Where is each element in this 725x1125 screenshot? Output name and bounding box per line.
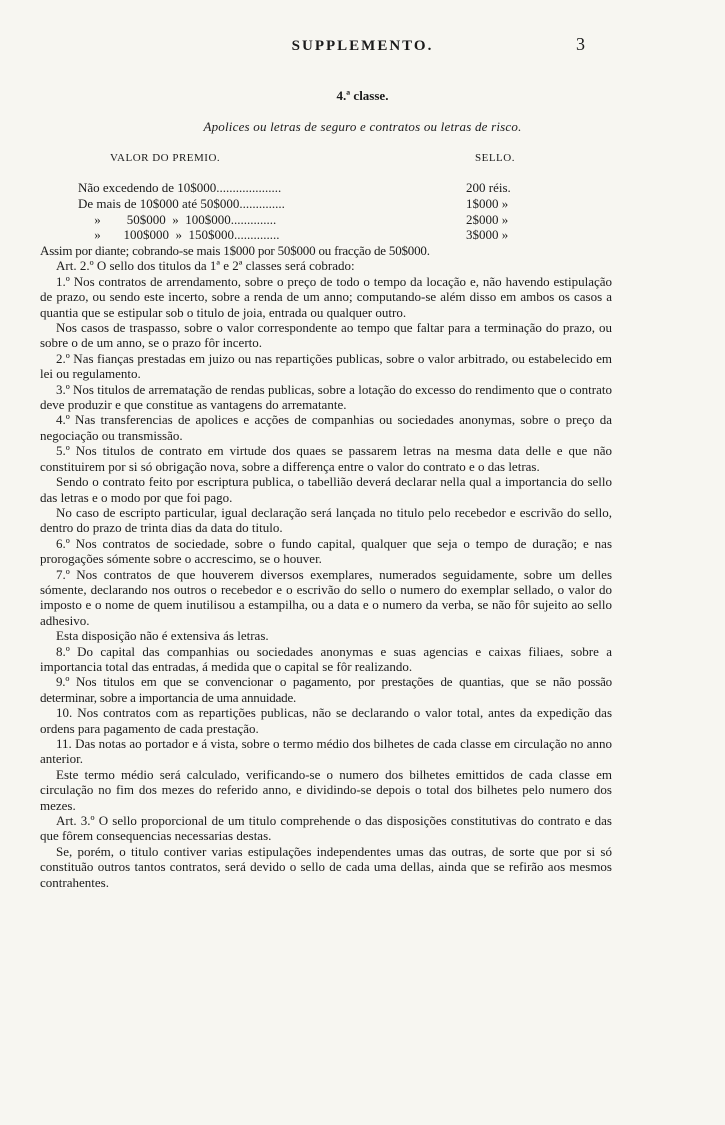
paragraph: 6.º Nos contratos de sociedade, sobre o fundo capital, qualquer que seja o tempo de duração; e nas prorogações sómente sobre o accrescimo, se o houver. [40, 535, 612, 567]
paragraph: Nos casos de traspasso, sobre o valor correspondente ao tempo que faltar para a terminação do prazo, ou sobre o de um anno, se o prazo fôr incerto. [40, 320, 612, 351]
table-row [78, 212, 618, 228]
page-number: 3 [576, 34, 585, 54]
table-row [78, 196, 618, 212]
premium-value-column-header: VALOR DO PREMIO. [110, 152, 221, 164]
paragraph: Sendo o contrato feito por escriptura publica, o tabellião deverá declarar nella qual a importancia do sello das letras e o modo por que foi pago. [40, 474, 612, 505]
running-header: SUPPLEMENTO. [291, 38, 434, 54]
table-row [78, 180, 618, 196]
paragraph: No caso de escripto particular, igual declaração será lançada no titulo pelo recebedor e escrivão do sello, dentro do prazo de trinta dias da data do titulo. [40, 504, 612, 536]
body-text [40, 243, 612, 890]
paragraph: 9.º Nos titulos em que se convencionar o pagamento, por prestações de quantias, que se não possão determinar, sobre a importancia de uma annuidade. [40, 674, 612, 705]
paragraph: Assim por diante; cobrando-se mais 1$000 por 50$000 ou fracção de 50$000. [40, 243, 430, 258]
class-heading: 4.ª classe. [336, 88, 389, 103]
paragraph: Esta disposição não é extensiva ás letras. [56, 628, 269, 644]
premium-range: De mais de 10$000 até 50$000.............. [78, 195, 285, 211]
premium-range: » 50$000 » 100$000.............. [78, 211, 277, 227]
section-title: Apolices ou letras de seguro e contratos ou letras de risco. [203, 119, 522, 134]
paragraph: 11. Das notas ao portador e á vista, sobre o termo médio dos bilhetes de cada classe em circulação no anno anterior. [40, 736, 612, 767]
table-row [78, 227, 618, 243]
paragraph: Este termo médio será calculado, verificando-se o numero dos bilhetes emittidos de cada classe em circulação no fim dos mezes do referido anno, e dividindo-se depois o total dos bilhetes pelo numero dos mezes. [40, 766, 612, 813]
premium-range: » 100$000 » 150$000.............. [78, 227, 280, 243]
paragraph: Art. 2.º O sello dos titulos da 1ª e 2ª classes será cobrado: [56, 258, 355, 274]
rate-table-header [110, 152, 530, 164]
paragraph: 4.º Nas transferencias de apolices e acções de companhias ou sociedades anonymas, sobre o preço da negociação ou transmissão. [40, 412, 612, 443]
seal-value: 3$000 » [466, 227, 509, 243]
seal-value: 200 réis. [466, 180, 511, 195]
paragraph: 3.º Nos titulos de arrematação de rendas publicas, sobre a lotação do excesso do rendimento que o contrato deve produzir e que constitue as vantagens do arrematante. [40, 381, 612, 413]
paragraph: Art. 3.º O sello proporcional de um titulo comprehende o das disposições constitutivas do contrato e das que fôrem consequencias necessarias destas. [40, 813, 612, 844]
paragraph: 5.º Nos titulos de contrato em virtude dos quaes se passarem letras na mesma data delle e que não constituirem por si só obrigação nova, sobre a differença entre o valor do contrato e o das letras. [40, 443, 612, 474]
seal-value: 1$000 » [466, 195, 509, 211]
seal-column-header: SELLO. [475, 152, 515, 164]
rate-table [78, 180, 618, 243]
paragraph: 1.º Nos contratos de arrendamento, sobre o preço de todo o tempo da locação e, não havendo estipulação de prazo, ou sendo este incerto, sobre a renda de um anno; computando-se além disso em ambos os casos a quantia que se estipular sob o titulo de joia, entrada ou qualquer outro. [40, 273, 612, 320]
paragraph: 2.º Nas fianças prestadas em juizo ou nas repartições publicas, sobre o valor arbitrado, ou estabelecido em lei ou regulamento. [40, 350, 612, 382]
premium-range: Não excedendo de 10$000.................... [78, 180, 282, 195]
paragraph: 7.º Nos contratos de que houverem diversos exemplares, numerados seguidamente, sobre um delles sómente, declarando nos outros o recebedor e o escrivão do sello o numero do exemplar sellado, o valor do imposto e o nome de quem inutilisou a estampilha, ou a data e o numero da verba, se não fôr sujeito ao sello adhesivo. [40, 566, 612, 628]
paragraph: Se, porém, o titulo contiver varias estipulações independentes umas das outras, de sorte que por si só constituão outros tantos contratos, será devido o sello de cada uma dellas, ainda que se refirão aos mesmos contrahentes. [40, 843, 612, 890]
seal-value: 2$000 » [466, 211, 509, 227]
paragraph: 10. Nos contratos com as repartições publicas, não se declarando o valor total, antes da expedição das ordens para pagamento de cada prestação. [40, 705, 612, 736]
paragraph: 8.º Do capital das companhias ou sociedades anonymas e suas agencias e caixas filiaes, sobre a importancia total das entradas, á medida que o capital se fôr realizando. [40, 643, 612, 674]
